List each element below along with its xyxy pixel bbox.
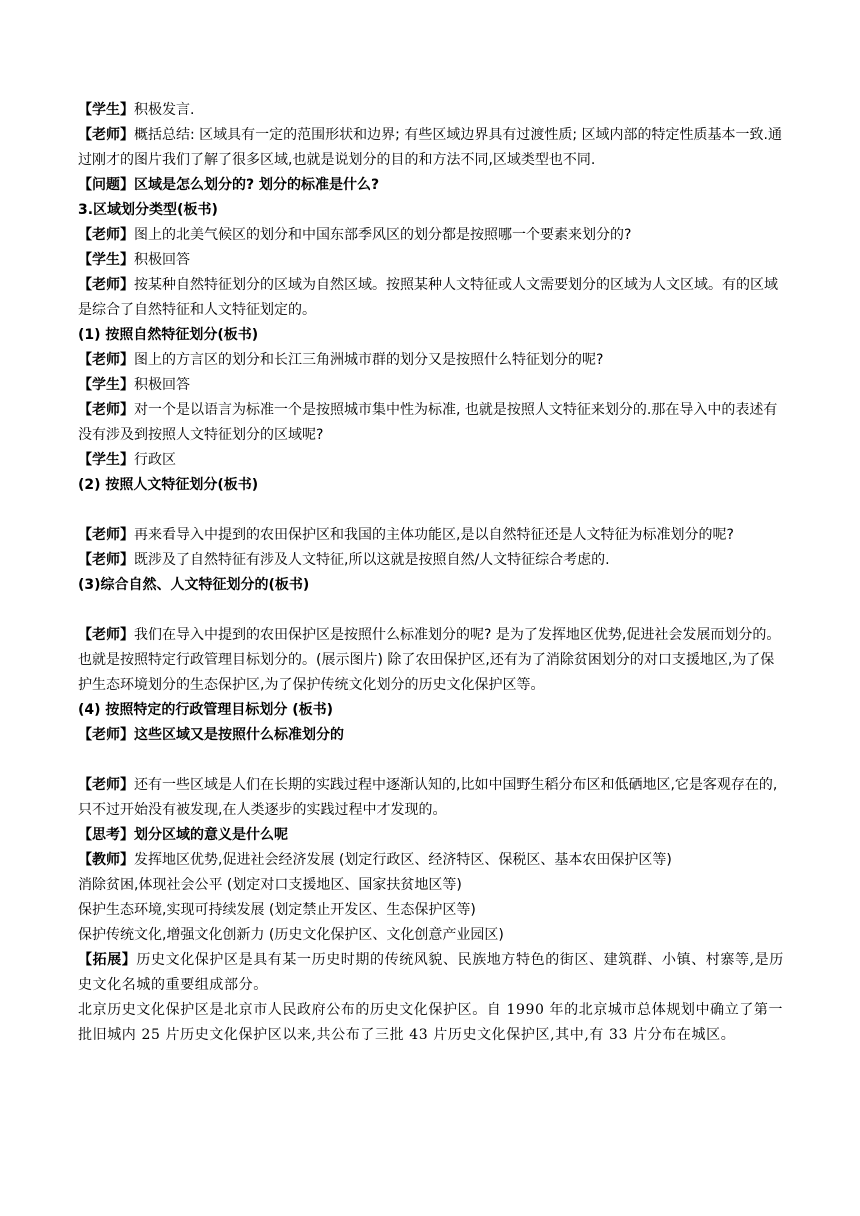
line-text: 还有一些区域是人们在长期的实践过程中逐渐认知的,比如中国野生稻分布区和低硒地区,它是客观存在的,只不过开始没有被发现,在人类逐步的实践过程中才发现的。 — [78, 777, 778, 818]
line-beijing-history — [78, 998, 788, 1048]
line-text: 积极回答 — [134, 377, 190, 393]
line-teacher-6 — [78, 523, 788, 548]
role-tag: 【老师】 — [78, 727, 134, 743]
line-student-4 — [78, 448, 788, 473]
line-teacher-3 — [78, 273, 788, 323]
line-text: 区域是怎么划分的? 划分的标准是什么? — [134, 177, 380, 193]
line-text: 对一个是以语言为标准一个是按照城市集中性为标准, 也就是按照人文特征来划分的.那在导入中的表述有没有涉及到按照人文特征划分的区域呢? — [78, 402, 778, 443]
line-meaning-2 — [78, 873, 788, 898]
line-teacher-meaning — [78, 848, 788, 873]
line-extension — [78, 948, 788, 998]
line-student-1 — [78, 98, 788, 123]
line-teacher-2 — [78, 223, 788, 248]
blank-line — [78, 498, 788, 523]
role-tag: 【老师】 — [78, 352, 134, 368]
line-teacher-10 — [78, 773, 788, 823]
role-tag: 【老师】 — [78, 627, 134, 643]
line-text: 积极发言. — [134, 102, 195, 118]
role-tag: 【老师】 — [78, 402, 134, 418]
heading-admin-division — [78, 698, 788, 723]
line-question — [78, 173, 788, 198]
heading-combined-division — [78, 573, 788, 598]
line-text: 概括总结: 区域具有一定的范围形状和边界; 有些区域边界具有过渡性质; 区域内部的特定性质基本一致.通过刚才的图片我们了解了很多区域,也就是说划分的目的和方法不同,区域类型也不同. — [78, 127, 782, 168]
heading-region-division-types — [78, 198, 788, 223]
role-tag: 【思考】 — [78, 827, 134, 843]
line-text: 按某种自然特征划分的区域为自然区域。按照某种人文特征或人文需要划分的区域为人文区域。有的区域是综合了自然特征和人文特征划定的。 — [78, 277, 778, 318]
heading-human-division — [78, 473, 788, 498]
heading-natural-division — [78, 323, 788, 348]
line-student-3 — [78, 373, 788, 398]
line-text: 保护生态环境,实现可持续发展 (划定禁止开发区、生态保护区等) — [78, 902, 476, 918]
blank-line — [78, 598, 788, 623]
line-text: 划分区域的意义是什么呢 — [134, 827, 288, 843]
line-teacher-7 — [78, 548, 788, 573]
heading-text: (1) 按照自然特征划分(板书) — [78, 327, 259, 343]
line-text: 我们在导入中提到的农田保护区是按照什么标准划分的呢? 是为了发挥地区优势,促进社会发展而划分的。也就是按照特定行政管理目标划分的。(展示图片) 除了农田保护区,还有为了消除贫困划分的对口支援地区,为了保护生态环境划分的生态保护区,为了保护传统文化划分的历史文化保护区等。 — [78, 627, 781, 693]
role-tag: 【老师】 — [78, 277, 134, 293]
line-text: 既涉及了自然特征有涉及人文特征,所以这就是按照自然/人文特征综合考虑的. — [134, 552, 610, 568]
line-text: 发挥地区优势,促进社会经济发展 (划定行政区、经济特区、保税区、基本农田保护区等) — [134, 852, 672, 868]
line-text: 再来看导入中提到的农田保护区和我国的主体功能区,是以自然特征还是人文特征为标准划分的呢? — [134, 527, 734, 543]
line-text: 保护传统文化,增强文化创新力 (历史文化保护区、文化创意产业园区) — [78, 927, 504, 943]
line-text: 图上的北美气候区的划分和中国东部季风区的划分都是按照哪一个要素来划分的? — [134, 227, 632, 243]
role-tag: 【教师】 — [78, 852, 134, 868]
line-text: 行政区 — [134, 452, 176, 468]
line-teacher-8 — [78, 623, 788, 698]
role-tag: 【学生】 — [78, 452, 134, 468]
role-tag: 【老师】 — [78, 552, 134, 568]
line-meaning-3 — [78, 898, 788, 923]
line-student-2 — [78, 248, 788, 273]
role-tag: 【学生】 — [78, 102, 134, 118]
line-text: 这些区域又是按照什么标准划分的 — [134, 727, 344, 743]
line-teacher-9 — [78, 723, 788, 748]
heading-text: (3)综合自然、人文特征划分的(板书) — [78, 577, 310, 593]
blank-line — [78, 748, 788, 773]
role-tag: 【学生】 — [78, 377, 134, 393]
line-text: 积极回答 — [134, 252, 190, 268]
role-tag: 【老师】 — [78, 777, 134, 793]
line-text: 历史文化保护区是具有某一历史时期的传统风貌、民族地方特色的街区、建筑群、小镇、村寨等,是历史文化名城的重要组成部分。 — [78, 952, 784, 993]
role-tag: 【问题】 — [78, 177, 134, 193]
heading-text: 3.区域划分类型(板书) — [78, 202, 218, 218]
line-meaning-4 — [78, 923, 788, 948]
role-tag: 【老师】 — [78, 227, 134, 243]
line-teacher-summary — [78, 123, 788, 173]
line-text: 北京历史文化保护区是北京市人民政府公布的历史文化保护区。自 1990 年的北京城市总体规划中确立了第一批旧城内 25 片历史文化保护区以来,共公布了三批 43 片历史文化保护区,其中,有 33 片分布在城区。 — [78, 1002, 784, 1043]
line-teacher-4 — [78, 348, 788, 373]
role-tag: 【学生】 — [78, 252, 134, 268]
role-tag: 【老师】 — [78, 127, 134, 143]
role-tag: 【老师】 — [78, 527, 134, 543]
role-tag: 【拓展】 — [78, 952, 137, 968]
line-text: 图上的方言区的划分和长江三角洲城市群的划分又是按照什么特征划分的呢? — [134, 352, 604, 368]
line-text: 消除贫困,体现社会公平 (划定对口支援地区、国家扶贫地区等) — [78, 877, 462, 893]
heading-text: (4) 按照特定的行政管理目标划分 (板书) — [78, 702, 334, 718]
line-teacher-5 — [78, 398, 788, 448]
document-page — [78, 98, 788, 1048]
line-think — [78, 823, 788, 848]
heading-text: (2) 按照人文特征划分(板书) — [78, 477, 259, 493]
